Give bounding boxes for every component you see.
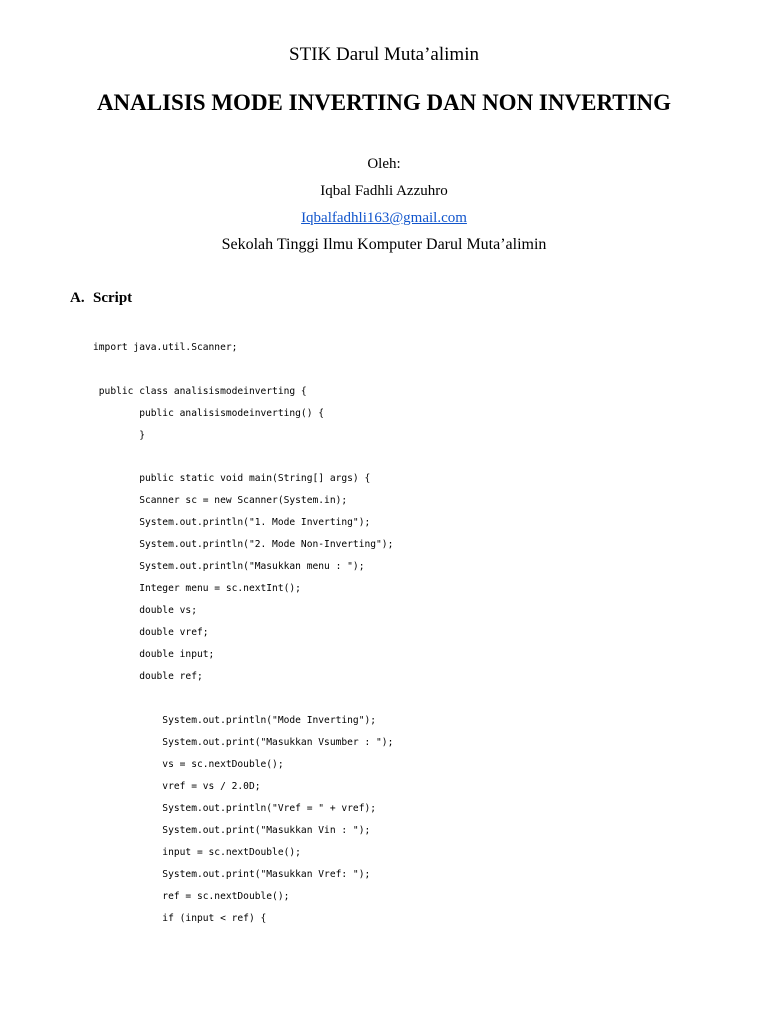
school-header: STIK Darul Muta’alimin [289, 44, 479, 65]
code-line: System.out.println("1. Mode Inverting"); [93, 517, 371, 528]
code-line: System.out.print("Masukkan Vsumber : "); [93, 737, 394, 748]
code-line: double input; [93, 649, 215, 660]
code-line: vref = vs / 2.0D; [93, 781, 261, 792]
code-line: System.out.println("2. Mode Non-Inverting"); [93, 539, 394, 550]
code-line: if (input < ref) { [93, 913, 267, 924]
code-line: public static void main(String[] args) { [93, 473, 371, 484]
code-line: System.out.print("Masukkan Vref: "); [93, 869, 371, 880]
code-line: System.out.print("Masukkan Vin : "); [93, 825, 371, 836]
code-line: ref = sc.nextDouble(); [93, 891, 290, 902]
author-name: Iqbal Fadhli Azzuhro [320, 183, 448, 199]
code-line: import java.util.Scanner; [93, 342, 238, 353]
section-number: A. [70, 290, 85, 306]
code-line: double vs; [93, 605, 197, 616]
document-title: ANALISIS MODE INVERTING DAN NON INVERTING [96, 90, 672, 115]
email-link[interactable]: Iqbalfadhli163@gmail.com [301, 210, 467, 226]
code-line: input = sc.nextDouble(); [93, 847, 301, 858]
code-line: } [93, 430, 145, 441]
author-email [0, 209, 768, 227]
code-line: System.out.println("Masukkan menu : "); [93, 561, 365, 572]
section-heading [70, 289, 132, 307]
by-label: Oleh: [367, 156, 401, 172]
code-line: double vref; [93, 627, 209, 638]
code-line: public class analisismodeinverting { [93, 386, 307, 397]
code-line: vs = sc.nextDouble(); [93, 759, 284, 770]
code-line: Scanner sc = new Scanner(System.in); [93, 495, 348, 506]
institution-name: Sekolah Tinggi Ilmu Komputer Darul Muta’alimin [221, 236, 547, 253]
code-line: System.out.println("Vref = " + vref); [93, 803, 377, 814]
code-line: double ref; [93, 671, 203, 682]
code-line: public analisismodeinverting() { [93, 408, 325, 419]
code-line: Integer menu = sc.nextInt(); [93, 583, 301, 594]
section-title: Script [93, 290, 133, 306]
code-line: System.out.println("Mode Inverting"); [93, 715, 377, 726]
